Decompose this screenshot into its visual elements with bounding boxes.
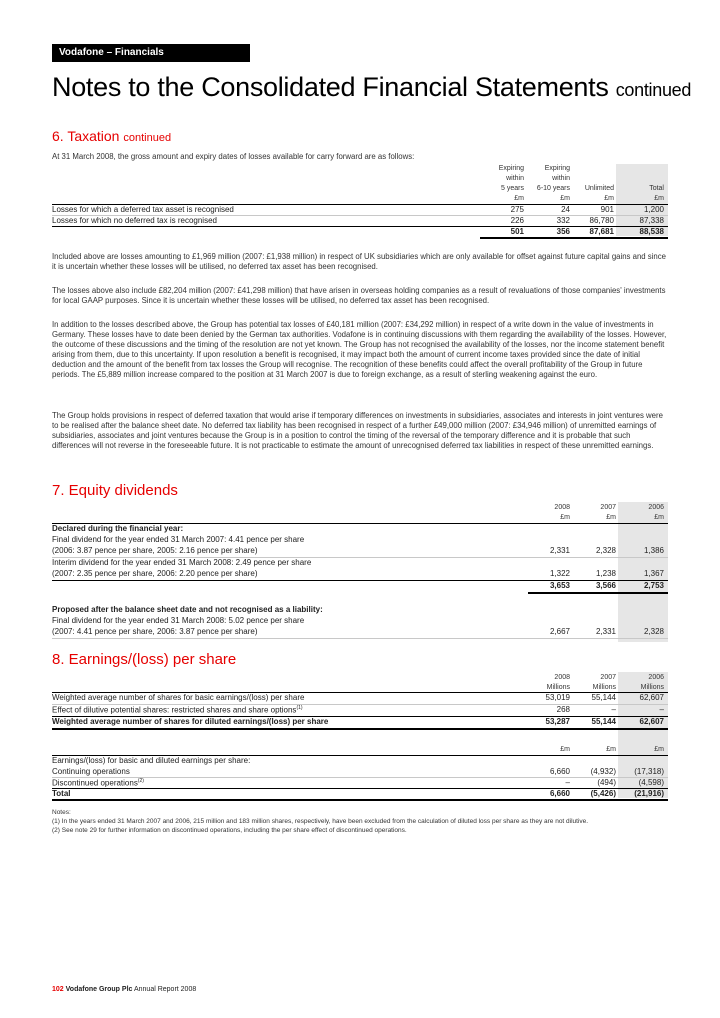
dividends-heading: 7. Equity dividends [52, 482, 178, 499]
div-subtotal-2007: 3,566 [595, 581, 616, 590]
eps-col-2007 [574, 673, 616, 693]
eps-year-2007: 2007 [600, 674, 616, 681]
div-unit-2006: £m [654, 514, 664, 521]
eps-dilutive-2007: – [611, 705, 616, 714]
eps-dilutive-footnote-ref: (1) [296, 705, 303, 711]
taxation-paragraph-3: In addition to the losses described above, the Group has potential tax losses of £40,181 million (2007: £34,292 million) in respect of a write down in the value of investments in Germany. These losses have to date been denied by the German tax authorities. Vodafone is in continuing discussions with them regarding the availability of the losses. However, the outcome of these discussions and the timing of the resolution are not yet known. The Group has not recognised the availability of the losses, nor the income statement benefit arising from them, due to this uncertainty. If upon resolution a benefit is recognised, it may impact both the amount of current income taxes provided since the date of initial deduction and the amount of the benefit from tax losses the Group will recognise. The recognition of these benefits could affect the overall profitability of the Group in future periods. The £5,889 million increase compared to the position at 31 March 2007 is due to foreign exchange, as a result of sterling weakening against the euro. [52, 320, 667, 379]
div-final-2006: 1,386 [643, 546, 664, 555]
div-interim-line2: (2007: 2.35 pence per share, 2006: 2.20 pence per share) [52, 569, 258, 578]
eps-basic-label: Weighted average number of shares for basic earnings/(loss) per share [52, 693, 305, 702]
div-declared-heading: Declared during the financial year: [52, 524, 184, 533]
tax-row1-val4: 1,200 [643, 205, 664, 214]
eps-basic-2006: 62,607 [639, 693, 664, 702]
div-proposed-2006: 2,328 [643, 627, 664, 636]
div-interim-line1: Interim dividend for the year ended 31 March 2008: 2.49 pence per share [52, 558, 312, 567]
eps-discontinued-footnote-ref: (2) [137, 778, 144, 784]
eps-total-2008: 6,660 [549, 789, 570, 798]
notes-block [52, 808, 668, 835]
div-proposed-rule [52, 638, 668, 639]
eps-col-2006 [622, 673, 664, 693]
tax-col-header-3 [570, 184, 614, 204]
eps-dilutive-2006: – [659, 705, 664, 714]
taxation-heading [52, 128, 171, 144]
div-final-2008: 2,331 [549, 546, 570, 555]
div-col-2008 [528, 503, 570, 523]
eps-basic-2008: 53,019 [545, 693, 570, 702]
eps-discontinued-2008: – [565, 778, 570, 787]
eps-discontinued-label [52, 778, 144, 788]
taxation-paragraph-2: The losses above also include £82,204 million (2007: £41,298 million) that have arisen in overseas holding companies as a result of revaluations of those companies' investments for local GAAP purposes. Since it is uncertain whether these losses will be utilised, no deferred tax asset has been recognised. [52, 286, 666, 305]
div-unit-2008: £m [560, 514, 570, 521]
eps-basic-2007: 55,144 [591, 693, 616, 702]
tax-row1-val2: 24 [561, 205, 570, 214]
eps-gbp-unit-2007: £m [606, 746, 616, 753]
eps-continuing-2007: (4,932) [590, 767, 616, 776]
tax-col2-line1: Expiring [544, 165, 570, 172]
tax-row1-val1: 275 [510, 205, 524, 214]
div-year-2008: 2008 [554, 504, 570, 511]
eps-diluted-2008: 53,287 [545, 717, 570, 726]
tax-total-val3: 87,681 [589, 227, 614, 236]
taxation-paragraph-4: The Group holds provisions in respect of deferred taxation that would arise if temporary differences on investments in subsidiaries, associates and interests in joint ventures were to be realised after the balance sheet date. No deferred tax liability has been recognised in respect of a further £49,000 million (2007: £34,946 million) of unremitted earnings of subsidiaries, associates and joint ventures because the Group is in a position to control the timing of the reversal of the temporary difference and it is probable that such differences will not reverse in the foreseeable future. It is not practicable to estimate the amount of unrecognised deferred tax liabilities in respect of these unremitted earnings. [52, 411, 663, 450]
page-title-suffix: continued [615, 80, 692, 100]
eps-discontinued-2007: (494) [597, 778, 616, 787]
tax-col3-line2: £m [604, 195, 614, 202]
tax-col1-line1: Expiring [498, 165, 524, 172]
div-final-line2: (2006: 3.87 pence per share, 2005: 2.16 pence per share) [52, 546, 258, 555]
eps-diluted-label: Weighted average number of shares for diluted earnings/(loss) per share [52, 717, 329, 726]
div-interim-2007: 1,238 [595, 569, 616, 578]
note-1: (1) In the years ended 31 March 2007 and 2006, 215 million and 183 million shares, respectively, have been excluded from the calculation of diluted loss per share as they are not dilutive. [52, 818, 589, 825]
eps-heading: 8. Earnings/(loss) per share [52, 651, 237, 668]
taxation-heading-text: 6. Taxation [52, 128, 120, 144]
tax-row1-val3: 901 [600, 205, 614, 214]
eps-diluted-2007: 55,144 [591, 717, 616, 726]
div-proposed-heading: Proposed after the balance sheet date and not recognised as a liability: [52, 605, 323, 614]
eps-diluted-2006: 62,607 [639, 717, 664, 726]
div-subtotal-bottom-rule [528, 592, 668, 594]
tax-col2-line4: £m [560, 195, 570, 202]
div-unit-2007: £m [606, 514, 616, 521]
tax-col4-line1: Total [649, 185, 664, 192]
div-year-2007: 2007 [600, 504, 616, 511]
footer-report: Annual Report 2008 [133, 986, 197, 993]
eps-total-label: Total [52, 789, 71, 798]
tax-total-val2: 356 [556, 227, 570, 236]
eps-gbp-unit-2008: £m [560, 746, 570, 753]
tax-col-header-2 [526, 164, 570, 204]
eps-total-bottom-rule [52, 799, 668, 801]
div-proposed-line2: (2007: 4.41 pence per share, 2006: 3.87 pence per share) [52, 627, 258, 636]
tax-col2-line3: 6-10 years [536, 185, 570, 192]
tax-row2-val2: 332 [556, 216, 570, 225]
tax-col3-line1: Unlimited [584, 185, 614, 192]
section-header: Vodafone – Financials [52, 44, 250, 62]
tax-total-val1: 501 [510, 227, 524, 236]
div-proposed-line1: Final dividend for the year ended 31 March 2008: 5.02 pence per share [52, 616, 305, 625]
taxation-heading-suffix: continued [123, 132, 172, 144]
div-proposed-2007: 2,331 [595, 627, 616, 636]
eps-continuing-2008: 6,660 [549, 767, 570, 776]
footer-company: Vodafone Group Plc [65, 986, 133, 993]
eps-diluted-bottom-rule [52, 728, 668, 730]
tax-total-bottom-rule [480, 237, 668, 239]
div-interim-2008: 1,322 [549, 569, 570, 578]
tax-total-val4: 88,538 [639, 227, 664, 236]
tax-row2-val1: 226 [510, 216, 524, 225]
tax-col-header-4 [618, 184, 664, 204]
div-subtotal-2008: 3,653 [549, 581, 570, 590]
div-col-2006 [622, 503, 664, 523]
page-title-text: Notes to the Consolidated Financial Statements [52, 72, 609, 102]
eps-unit-2007: Millions [592, 684, 616, 691]
div-final-2007: 2,328 [595, 546, 616, 555]
div-year-2006: 2006 [648, 504, 664, 511]
eps-discontinued-label-text: Discontinued operations [52, 778, 138, 788]
eps-gbp-unit-2006: £m [654, 746, 664, 753]
tax-col-header-1 [480, 164, 524, 204]
eps-year-2006: 2006 [648, 674, 664, 681]
div-col-2007 [574, 503, 616, 523]
tax-col1-line3: 5 years [501, 185, 524, 192]
tax-row2-val4: 87,338 [639, 216, 664, 225]
eps-total-2006: (21,916) [634, 789, 664, 798]
div-subtotal-2006: 2,753 [643, 581, 664, 590]
eps-unit-2008: Millions [546, 684, 570, 691]
eps-continuing-2006: (17,318) [634, 767, 664, 776]
page-footer [52, 986, 196, 993]
page-number: 102 [52, 986, 64, 993]
notes-heading: Notes: [52, 809, 71, 816]
taxation-intro: At 31 March 2008, the gross amount and expiry dates of losses available for carry forward are as follows: [52, 152, 415, 161]
eps-year-2008: 2008 [554, 674, 570, 681]
tax-row2-val3: 86,780 [589, 216, 614, 225]
page-title [52, 72, 691, 103]
taxation-paragraph-1: Included above are losses amounting to £1,969 million (2007: £1,938 million) in respect of UK subsidiaries which are only available for offset against future capital gains and since it is uncertain whether these losses will be utilised, no deferred tax asset has been recognised. [52, 252, 667, 271]
eps-dilutive-2008: 268 [556, 705, 570, 714]
eps-col-2008 [528, 673, 570, 693]
tax-col2-line2: within [552, 175, 570, 182]
tax-col1-line4: £m [514, 195, 524, 202]
eps-continuing-label: Continuing operations [52, 767, 130, 776]
div-final-line1: Final dividend for the year ended 31 March 2007: 4.41 pence per share [52, 535, 305, 544]
tax-row2-label: Losses for which no deferred tax is recognised [52, 216, 217, 225]
eps-earnings-heading: Earnings/(loss) for basic and diluted earnings per share: [52, 756, 251, 765]
eps-unit-2006: Millions [640, 684, 664, 691]
eps-dilutive-label-text: Effect of dilutive potential shares: restricted shares and share options [52, 705, 297, 715]
tax-col4-line2: £m [654, 195, 664, 202]
eps-dilutive-label [52, 705, 303, 715]
div-interim-2006: 1,367 [643, 569, 664, 578]
tax-col1-line2: within [506, 175, 524, 182]
eps-total-2007: (5,426) [590, 789, 616, 798]
note-2: (2) See note 29 for further information on discontinued operations, including the per share effect of discontinued operations. [52, 827, 407, 834]
div-proposed-2008: 2,667 [549, 627, 570, 636]
eps-discontinued-2006: (4,598) [638, 778, 664, 787]
tax-row1-label: Losses for which a deferred tax asset is recognised [52, 205, 234, 214]
